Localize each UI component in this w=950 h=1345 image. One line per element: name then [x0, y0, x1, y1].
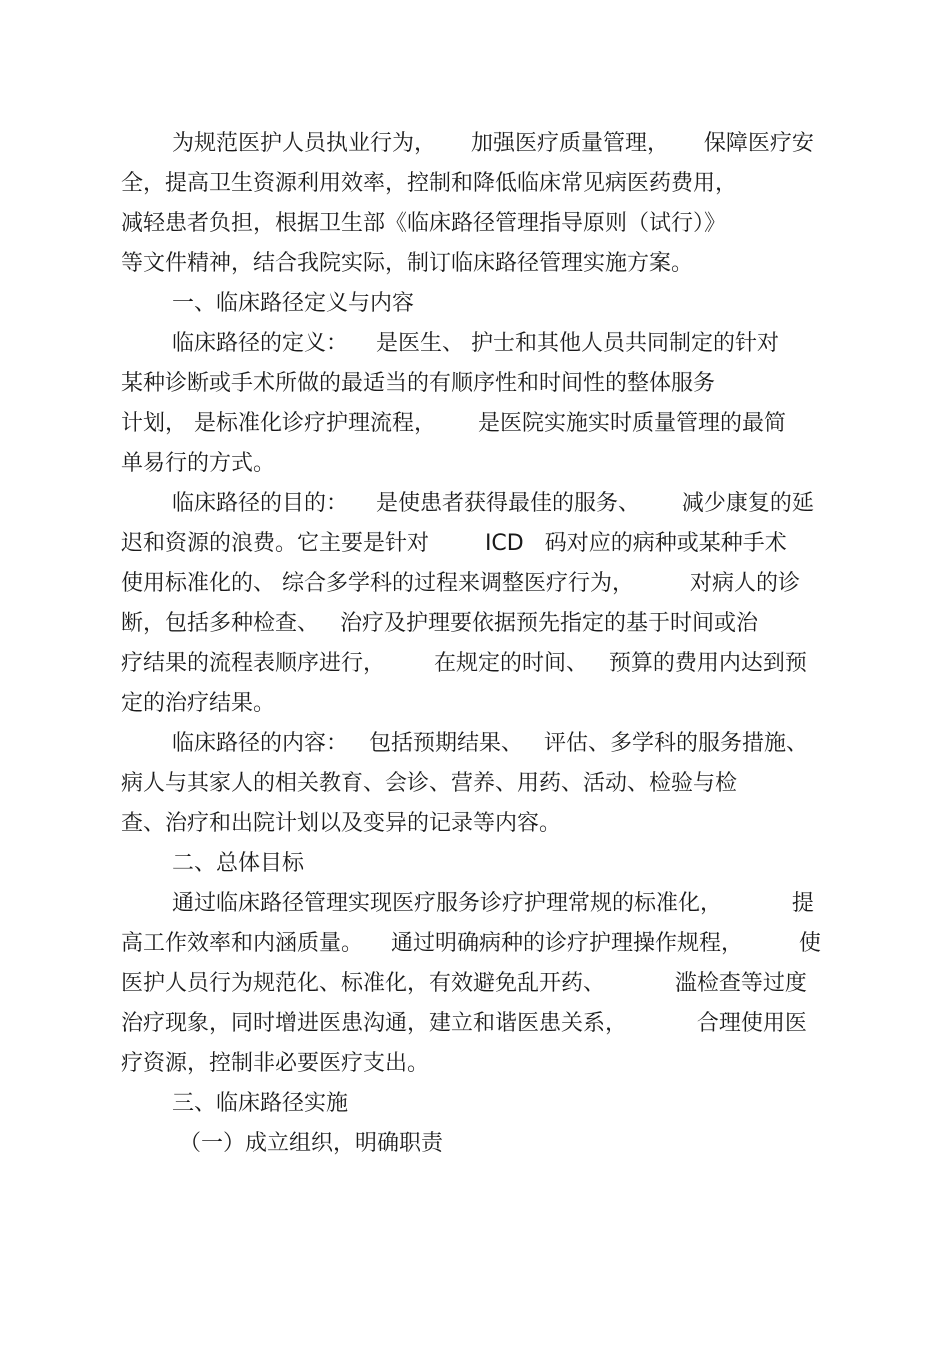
paragraph-purpose-line-6: 定的治疗结果。	[121, 691, 276, 716]
paragraph-content-line-3: 查、治疗和出院计划以及变异的记录等内容。	[121, 811, 562, 836]
paragraph-intro-line-3: 减轻患者负担，根据卫生部《临床路径管理指导原则（试行）》	[121, 211, 727, 236]
paragraph-purpose-line-2: 迟和资源的浪费。它主要是针对 ICD 码对应的病种或某种手术	[121, 531, 787, 556]
paragraph-purpose-line-3: 使用标准化的、 综合多学科的过程来调整医疗行为， 对病人的诊	[121, 571, 800, 596]
paragraph-intro-line-4: 等文件精神，结合我院实际，制订临床路径管理实施方案。	[121, 251, 694, 276]
paragraph-goal-line-5: 疗资源，控制非必要医疗支出。	[121, 1051, 430, 1076]
paragraph-purpose-line-5: 疗结果的流程表顺序进行， 在规定的时间、 预算的费用内达到预	[121, 651, 807, 676]
paragraph-content-line-2: 病人与其家人的相关教育、会诊、营养、用药、活动、检验与检	[121, 771, 738, 796]
paragraph-intro-line-1: 为规范医护人员执业行为， 加强医疗质量管理， 保障医疗安	[172, 131, 814, 156]
paragraph-definition-line-2: 某种诊断或手术所做的最适当的有顺序性和时间性的整体服务	[121, 371, 716, 396]
subsection-heading-1: （一）成立组织，明确职责	[179, 1131, 444, 1156]
paragraph-goal-line-4: 治疗现象，同时增进医患沟通，建立和谐医患关系， 合理使用医	[121, 1011, 807, 1036]
paragraph-purpose-line-4: 断，包括多种检查、 治疗及护理要依据预先指定的基于时间或治	[121, 611, 758, 636]
paragraph-goal-line-3: 医护人员行为规范化、标准化，有效避免乱开药、 滥检查等过度	[121, 971, 807, 996]
section-heading-1: 一、临床路径定义与内容	[172, 291, 415, 316]
paragraph-content-line-1: 临床路径的内容： 包括预期结果、 评估、多学科的服务措施、	[172, 731, 808, 756]
paragraph-definition-line-1: 临床路径的定义： 是医生、 护士和其他人员共同制定的针对	[172, 331, 779, 356]
section-heading-2: 二、总体目标	[172, 851, 305, 876]
paragraph-definition-line-3: 计划， 是标准化诊疗护理流程， 是医院实施实时质量管理的最简	[121, 411, 786, 436]
paragraph-goal-line-2: 高工作效率和内涵质量。 通过明确病种的诊疗护理操作规程， 使	[121, 931, 821, 956]
paragraph-definition-line-4: 单易行的方式。	[121, 451, 276, 476]
paragraph-intro-line-2: 全，提高卫生资源利用效率，控制和降低临床常见病医药费用，	[121, 171, 738, 196]
paragraph-goal-line-1: 通过临床路径管理实现医疗服务诊疗护理常规的标准化， 提	[172, 891, 814, 916]
section-heading-3: 三、临床路径实施	[172, 1091, 349, 1116]
paragraph-purpose-line-1: 临床路径的目的： 是使患者获得最佳的服务、 减少康复的延	[172, 491, 814, 516]
